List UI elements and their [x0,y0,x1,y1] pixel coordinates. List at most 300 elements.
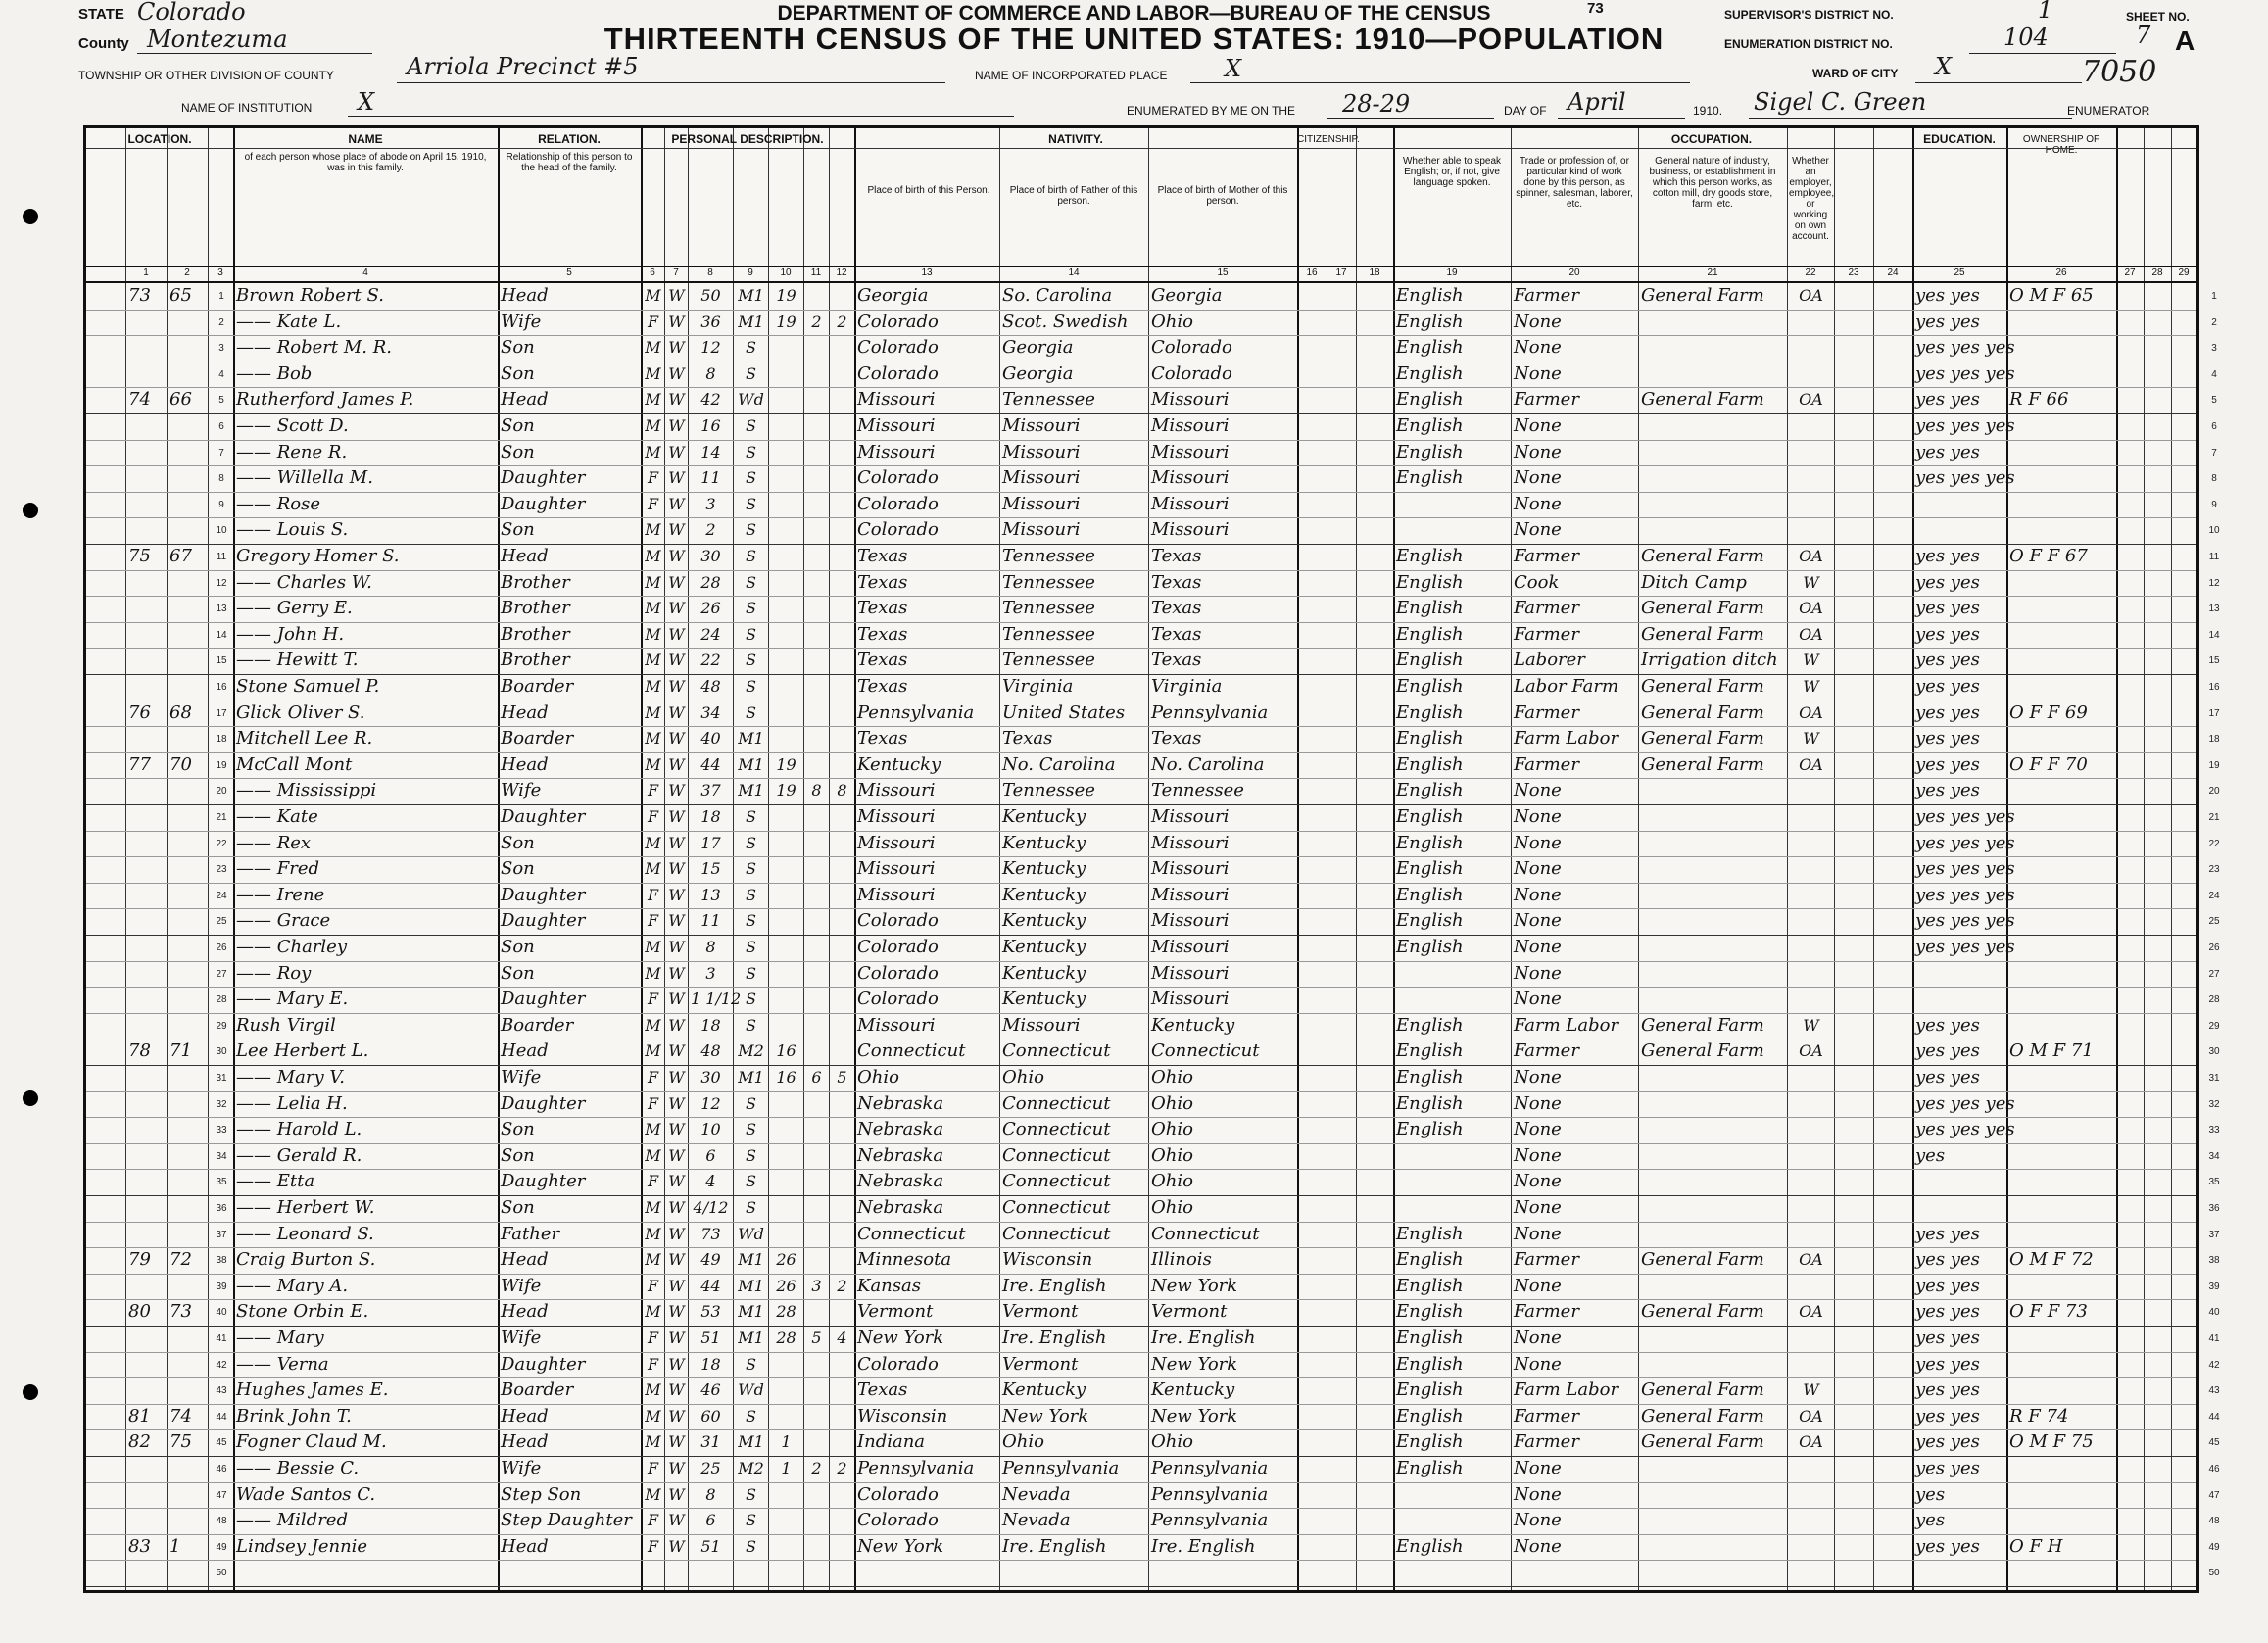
line-number: 6 [218,421,224,432]
cell-bp: Missouri [857,1014,936,1036]
line-number: 19 [216,759,227,771]
cell-sex: M [645,1406,661,1426]
cell-trade: None [1514,441,1562,462]
cell-ed: yes yes [1915,311,1980,332]
cell-ind: General Farm [1641,623,1764,645]
cell-trade: None [1514,493,1562,514]
cell-bp: Nebraska [857,1092,944,1114]
line-number: 49 [2208,1541,2220,1553]
cell-age: 24 [700,624,721,644]
header-ownership: OWNERSHIP OF HOME. [2022,134,2100,156]
cell-bp: Missouri [857,389,936,411]
line-number: 40 [216,1307,227,1319]
cell-race: W [668,1511,685,1530]
line-number: 3 [2211,343,2217,355]
cell-trade: Farmer [1514,753,1579,775]
cell-ed: yes yes yes [1915,467,2015,489]
cell-bp: Missouri [857,780,936,801]
header-language: Whether able to speak English; or, if not, give language spoken. [1402,156,1502,188]
cell-bf: Ohio [1002,1431,1044,1453]
cell-bp: Nebraska [857,1171,944,1192]
cell-age: 3 [705,494,716,513]
cell-bm: Kentucky [1151,1379,1235,1401]
column-rule [2171,128,2172,1590]
cell-name: —— Charley [236,937,348,957]
line-number: 45 [216,1437,227,1449]
cell-trade: Farmer [1514,701,1579,723]
cell-bf: Scot. Swedish [1002,311,1129,332]
cell-ms: S [746,1120,756,1139]
enumerator-name: Sigel C. Green [1754,88,1927,116]
cell-rel: Son [501,1144,535,1166]
cell-emp: OA [1799,390,1823,410]
column-rule [641,128,643,1590]
cell-ind: General Farm [1641,1301,1764,1323]
header-name-desc: of each person whose place of abode on April 15, 1910, was in this family. [244,152,487,173]
cell-bm: New York [1151,1405,1238,1426]
cell-race: W [668,885,685,904]
line-number: 13 [216,604,227,615]
cell-ed: yes yes yes [1915,858,2015,880]
cell-age: 17 [700,833,721,852]
cell-age: 14 [700,442,721,461]
cell-race: W [668,416,685,435]
header-employer: Whether an employer, employee, or working on own account. [1789,156,1835,242]
cell-ed: yes yes [1915,1014,1980,1036]
cell-bf: No. Carolina [1002,753,1116,775]
cell-rel: Wife [501,780,542,801]
cell-lang: English [1396,285,1464,306]
line-number: 13 [2208,604,2220,615]
cell-ind: General Farm [1641,1405,1764,1426]
column-rule [498,128,500,1590]
cell-ms: S [746,1406,756,1426]
line-number: 32 [216,1098,227,1110]
cell-lang: English [1396,1405,1464,1426]
line-number: 12 [216,577,227,589]
enum-district-value: 104 [2003,24,2049,51]
cell-sex: M [645,390,661,410]
cell-age: 53 [700,1302,721,1322]
supervisor-value: 1 [2038,0,2053,24]
cell-rel: Head [501,1535,549,1557]
cell-bm: Tennessee [1151,780,1244,801]
cell-trade: Farmer [1514,1405,1579,1426]
line-number: 10 [2208,525,2220,537]
cell-bm: Ohio [1151,1119,1193,1140]
cell-fam: 70 [169,753,192,775]
cell-bp: Colorado [857,493,939,514]
cell-rel: Daughter [501,1092,586,1114]
cell-ms: S [746,599,756,618]
line-number: 9 [2211,499,2217,510]
cell-bp: Connecticut [857,1040,966,1062]
line-number: 11 [216,552,227,562]
cell-ed: yes yes [1915,753,1980,775]
cell-bp: Texas [857,546,908,566]
line-number: 16 [2208,682,2220,693]
cell-bp: Colorado [857,362,939,384]
census-title: THIRTEENTH CENSUS OF THE UNITED STATES: 1910—POPULATION [603,22,1665,56]
cell-rel: Son [501,937,535,957]
institution-value: X [358,88,375,116]
column-number: 7 [673,267,679,278]
cell-ed: yes yes [1915,1328,1980,1348]
cell-race: W [668,1380,685,1400]
cell-ind: General Farm [1641,285,1764,306]
column-number: 4 [362,267,368,278]
cell-trade: None [1514,832,1562,853]
column-rule [233,128,235,1590]
cell-lang: English [1396,1301,1464,1323]
cell-emp: OA [1799,599,1823,618]
cell-ms: M1 [738,729,764,749]
cell-rel: Head [501,753,549,775]
cell-lang: English [1396,701,1464,723]
column-rule [1356,128,1357,1590]
cell-bm: Ohio [1151,1431,1193,1453]
year-label: 1910. [1693,104,1723,118]
cell-ind: General Farm [1641,728,1764,749]
cell-age: 8 [705,363,716,383]
line-number: 15 [216,655,227,667]
cell-ms: S [746,1354,756,1374]
cell-age: 3 [705,963,716,983]
cell-ch2: 2 [837,1276,847,1295]
cell-bp: Kansas [857,1275,921,1296]
cell-trade: Cook [1514,571,1560,593]
cell-trade: None [1514,1328,1562,1348]
cell-trade: None [1514,337,1562,359]
cell-bf: Kentucky [1002,989,1086,1010]
cell-ch2: 5 [837,1068,847,1087]
cell-trade: None [1514,1197,1562,1218]
line-number: 14 [216,629,227,641]
line-number: 5 [2211,395,2217,407]
cell-emp: OA [1799,1041,1823,1061]
cell-lang: English [1396,858,1464,880]
cell-trade: None [1514,910,1562,932]
cell-race: W [668,754,685,774]
cell-trade: None [1514,1458,1562,1478]
cell-ed: yes yes [1915,441,1980,462]
cell-ed: yes yes [1915,623,1980,645]
column-rule [1638,128,1639,1590]
cell-race: W [668,468,685,488]
cell-bm: Missouri [1151,832,1230,853]
cell-name: —— Fred [236,858,319,880]
cell-bf: Missouri [1002,415,1081,436]
cell-lang: English [1396,1223,1464,1244]
cell-bf: Ire. English [1002,1275,1107,1296]
cell-bm: New York [1151,1275,1238,1296]
column-rule [1873,128,1874,1590]
cell-bp: Ohio [857,1067,899,1087]
cell-ed: yes yes [1915,676,1980,697]
cell-ms: M1 [738,1329,764,1347]
cell-race: W [668,363,685,383]
cell-lang: English [1396,598,1464,619]
cell-ms: S [746,1145,756,1165]
cell-race: W [668,702,685,722]
line-number: 33 [2208,1125,2220,1136]
cell-ed: yes yes yes [1915,910,2015,932]
line-number: 5 [218,395,224,407]
header-rule [86,281,2196,283]
column-number: 19 [1446,267,1458,278]
cell-race: W [668,1224,685,1243]
line-number: 36 [216,1203,227,1214]
cell-ed: yes yes [1915,1067,1980,1087]
cell-lang: English [1396,571,1464,593]
cell-rel: Head [501,1040,549,1062]
cell-race: W [668,859,685,879]
cell-ed: yes yes [1915,1379,1980,1401]
column-rule [2116,128,2118,1590]
cell-trade: None [1514,467,1562,489]
cell-name: —— Verna [236,1353,329,1375]
cell-emp: OA [1799,702,1823,722]
cell-dw: 81 [128,1405,151,1426]
cell-ms: S [746,651,756,670]
incorporated-label: NAME OF INCORPORATED PLACE [975,69,1168,82]
column-number: 29 [2178,267,2190,278]
cell-rel: Wife [501,311,542,332]
line-number: 2 [218,316,224,328]
line-number: 18 [216,734,227,746]
cell-rel: Daughter [501,884,586,905]
cell-lang: English [1396,728,1464,749]
cell-age: 34 [700,702,721,722]
cell-bf: Kentucky [1002,937,1086,957]
cell-rel: Brother [501,623,570,645]
cell-age: 8 [705,1484,716,1504]
cell-age: 6 [705,1511,716,1530]
enum-district-label: ENUMERATION DISTRICT NO. [1724,37,1893,51]
cell-bm: Ohio [1151,1197,1193,1218]
cell-trade: None [1514,1510,1562,1531]
cell-bm: Missouri [1151,415,1230,436]
cell-trade: Farmer [1514,1431,1579,1453]
cell-yrs: 19 [776,286,796,305]
cell-name: —— Herbert W. [236,1197,375,1218]
cell-bp: Texas [857,1379,908,1401]
cell-age: 46 [700,1380,721,1400]
cell-trade: None [1514,806,1562,827]
county-label: County [78,35,129,52]
cell-dw: 75 [128,546,151,566]
line-number: 18 [2208,734,2220,746]
cell-lang: English [1396,441,1464,462]
cell-bp: New York [857,1535,944,1557]
cell-dw: 80 [128,1301,151,1323]
ward-value: X [1935,53,1953,80]
cell-emp: OA [1799,1302,1823,1322]
sheet-letter: A [2175,25,2196,56]
line-number: 41 [2208,1333,2220,1344]
column-number: 21 [1707,267,1718,278]
cell-bm: Texas [1151,546,1202,566]
cell-ed: yes yes yes [1915,1119,2015,1140]
cell-own: O F F 73 [2009,1301,2088,1323]
cell-trade: None [1514,858,1562,880]
cell-bp: Colorado [857,1510,939,1531]
cell-age: 60 [700,1406,721,1426]
cell-ch1: 5 [811,1329,822,1347]
cell-bm: Pennsylvania [1151,1483,1269,1505]
cell-ed: yes yes [1915,650,1980,671]
state-value: Colorado [137,0,246,25]
cell-bp: Colorado [857,1353,939,1375]
binder-hole-icon [23,209,38,224]
cell-ind: General Farm [1641,1014,1764,1036]
cell-age: 22 [700,651,721,670]
institution-label: NAME OF INSTITUTION [181,101,313,115]
cell-ind: General Farm [1641,1431,1764,1453]
cell-bp: Colorado [857,910,939,932]
line-number: 4 [2211,368,2217,380]
cell-bf: Connecticut [1002,1092,1111,1114]
cell-dw: 76 [128,701,151,723]
line-number: 23 [216,864,227,876]
line-number: 21 [216,812,227,823]
header-occupation: OCCUPATION. [1670,132,1753,146]
cell-age: 31 [700,1432,721,1452]
line-number: 19 [2208,759,2220,771]
line-number: 12 [2208,577,2220,589]
cell-yrs: 1 [781,1432,792,1452]
cell-race: W [668,1145,685,1165]
cell-yrs: 16 [776,1068,796,1087]
cell-bf: Ohio [1002,1067,1044,1087]
cell-lang: English [1396,1092,1464,1114]
cell-sex: F [647,1329,659,1347]
cell-bp: Texas [857,676,908,697]
cell-race: W [668,1536,685,1556]
cell-name: —— Gerald R. [236,1144,362,1166]
cell-bp: Nebraska [857,1144,944,1166]
cell-trade: Farm Labor [1514,1014,1619,1036]
cell-ed: yes yes [1915,780,1980,801]
line-number: 44 [216,1411,227,1423]
column-number: 28 [2151,267,2163,278]
cell-rel: Wife [501,1067,542,1087]
line-number: 48 [216,1516,227,1527]
cell-ch1: 8 [811,781,822,800]
cell-bf: Kentucky [1002,962,1086,984]
cell-sex: F [647,1093,659,1113]
line-number: 23 [2208,864,2220,876]
cell-emp: OA [1799,286,1823,305]
line-number: 46 [2208,1464,2220,1474]
cell-race: W [668,729,685,749]
cell-emp: OA [1799,624,1823,644]
line-number: 38 [216,1255,227,1267]
cell-age: 18 [700,807,721,826]
cell-fam: 71 [169,1040,192,1062]
cell-dw: 73 [128,285,151,306]
cell-age: 15 [700,859,721,879]
cell-bm: Missouri [1151,389,1230,411]
column-number: 14 [1068,267,1080,278]
cell-ed: yes yes yes [1915,337,2015,359]
cell-ind: General Farm [1641,676,1764,697]
cell-rel: Brother [501,650,570,671]
cell-rel: Daughter [501,910,586,932]
cell-trade: None [1514,1171,1562,1192]
cell-ms: S [746,677,756,696]
cell-name: —— Roy [236,962,312,984]
cell-sex: M [645,520,661,540]
cell-bp: Nebraska [857,1197,944,1218]
line-number: 28 [2208,994,2220,1006]
cell-own: O F H [2009,1535,2063,1557]
cell-fam: 75 [169,1431,192,1453]
cell-rel: Daughter [501,1353,586,1375]
cell-sex: M [645,286,661,305]
cell-bp: Colorado [857,989,939,1010]
cell-bm: Ire. English [1151,1535,1256,1557]
cell-lang: English [1396,1249,1464,1271]
line-number: 39 [216,1281,227,1292]
cell-race: W [668,781,685,800]
line-number: 35 [2208,1177,2220,1188]
column-number: 24 [1887,267,1899,278]
cell-lang: English [1396,676,1464,697]
cell-yrs: 19 [776,754,796,774]
line-number: 24 [2208,890,2220,901]
cell-bp: Nebraska [857,1119,944,1140]
cell-age: 44 [700,1276,721,1295]
sheet-value: 7 [2136,22,2151,49]
line-number: 37 [2208,1229,2220,1240]
cell-bp: Texas [857,650,908,671]
cell-bf: Texas [1002,728,1053,749]
cell-age: 8 [705,938,716,956]
cell-age: 1 1/12 [691,990,742,1009]
cell-dw: 78 [128,1040,151,1062]
cell-race: W [668,911,685,931]
cell-own: O F F 70 [2009,753,2088,775]
cell-fam: 65 [169,285,192,306]
cell-name: —— Harold L. [236,1119,362,1140]
line-number: 34 [216,1150,227,1162]
cell-name: —— Mary E. [236,989,349,1010]
cell-ed: yes yes [1915,1275,1980,1296]
line-number: 47 [2208,1489,2220,1501]
cell-rel: Boarder [501,1014,574,1036]
cell-race: W [668,1406,685,1426]
cell-ed: yes yes yes [1915,884,2015,905]
cell-name: —— Mildred [236,1510,348,1531]
column-number: 3 [217,267,223,278]
cell-rel: Head [501,389,549,411]
cell-own: O M F 71 [2009,1040,2094,1062]
column-number: 9 [748,267,753,278]
column-number: 12 [836,267,847,278]
cell-sex: F [647,1511,659,1530]
cell-name: —— Charles W. [236,571,372,593]
cell-sex: M [645,1432,661,1452]
cell-bf: Virginia [1002,676,1074,697]
cell-bf: Ire. English [1002,1535,1107,1557]
cell-race: W [668,338,685,358]
cell-ms: Wd [738,1224,764,1243]
cell-ms: M1 [738,1432,764,1452]
cell-age: 51 [700,1329,721,1347]
cell-name: —— Hewitt T. [236,650,359,671]
column-rule [829,128,830,1590]
